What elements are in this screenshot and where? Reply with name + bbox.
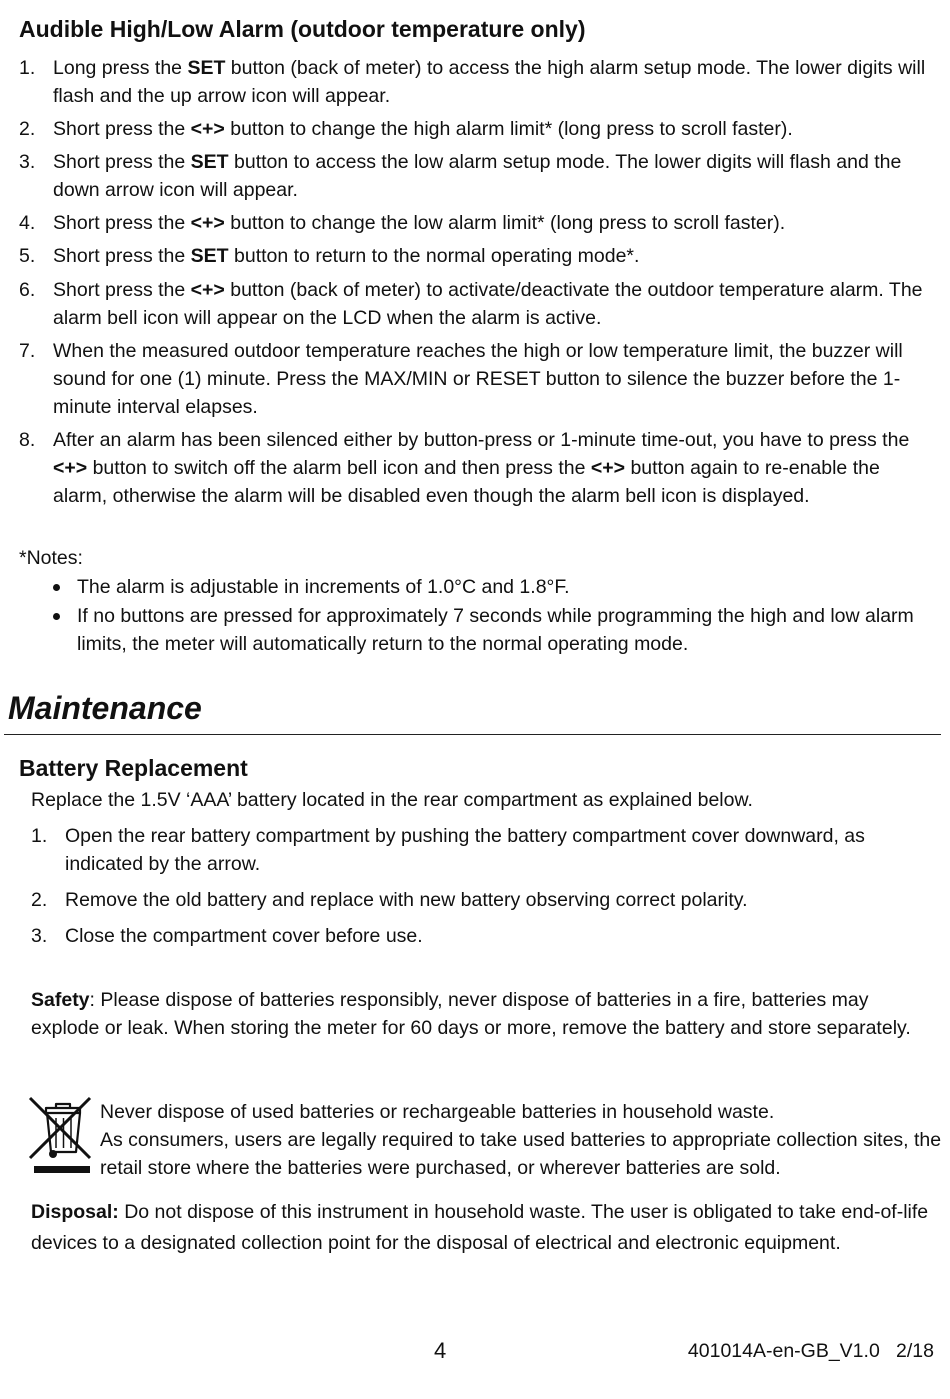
step-button-name: SET	[187, 57, 226, 79]
bullet-icon	[53, 613, 60, 620]
weee-line-2: As consumers, users are legally required to take used batteries to appropriate collection sites, the retail store where the batteries were purchased, or wherever batteries are sold.	[100, 1129, 942, 1179]
step-text	[53, 426, 934, 510]
step-text	[53, 115, 934, 143]
step-text-post: button (back of meter) to access the high alarm setup mode. The lower digits will flash and the up arrow icon will appear.	[53, 57, 926, 107]
step-number: 5.	[19, 245, 36, 267]
page-number: 4	[434, 1338, 447, 1363]
step-button-name: <+>	[190, 118, 225, 140]
bullet-icon	[53, 584, 60, 591]
step-text-pre: Short press the	[53, 118, 191, 140]
step-number: 7.	[19, 340, 36, 362]
alarm-section-heading: Audible High/Low Alarm (outdoor temperature only)	[19, 16, 586, 42]
step-text	[53, 148, 934, 204]
step-text-pre: Short press the	[53, 245, 191, 267]
step-text: Open the rear battery compartment by pushing the battery compartment cover downward, as indicated by the arrow.	[65, 825, 865, 875]
step-button-name: <+>	[590, 457, 626, 479]
safety-paragraph	[31, 986, 936, 1042]
step-text-pre: Short press the	[53, 212, 191, 234]
step-button-name: SET	[190, 151, 229, 173]
step-text	[53, 276, 934, 332]
notes-label: *Notes:	[19, 547, 83, 569]
safety-label: Safety	[31, 989, 90, 1011]
step-number: 3.	[31, 925, 48, 947]
step-text-pre: Long press the	[53, 57, 188, 79]
step-button-name: <+>	[190, 279, 225, 301]
step-text	[53, 242, 934, 270]
step-number: 4.	[19, 212, 36, 234]
safety-text: : Please dispose of batteries responsibly, never dispose of batteries in a fire, batteries may explode or leak. When storing the meter for 60 days or more, remove the battery and store separately.	[31, 989, 911, 1039]
document-id: 401014A-en-GB_V1.0 2/18	[687, 1340, 934, 1362]
disposal-paragraph	[31, 1197, 931, 1259]
disposal-label: Disposal:	[31, 1201, 119, 1223]
step-text-pre: Short press the	[53, 151, 191, 173]
weee-line-1: Never dispose of used batteries or rechargeable batteries in household waste.	[100, 1101, 775, 1123]
step-text-post: button to return to the normal operating mode*.	[228, 245, 640, 267]
step-text	[53, 54, 934, 110]
step-button-name: SET	[190, 245, 229, 267]
step-text-post: button to change the low alarm limit* (long press to scroll faster).	[224, 212, 786, 234]
step-text-pre: When the measured outdoor temperature reaches the high or low temperature limit, the buzzer will sound for one (1) minute. Press the MAX/MIN or RESET button to silence the buzzer before the 1-minute interval elapses.	[53, 340, 903, 418]
step-text-part: After an alarm has been silenced either by button-press or 1-minute time-out, you have to press the	[53, 429, 910, 451]
step-button-name: <+>	[190, 212, 225, 234]
section-divider	[4, 734, 941, 735]
step-number: 1.	[31, 825, 48, 847]
battery-replacement-heading: Battery Replacement	[19, 755, 248, 781]
step-number: 6.	[19, 279, 36, 301]
maintenance-heading: Maintenance	[8, 690, 202, 726]
battery-intro: Replace the 1.5V ‘AAA’ battery located in the rear compartment as explained below.	[31, 789, 753, 811]
step-text-part: button again to re-enable the alarm, otherwise the alarm will be disabled even though the alarm bell icon is displayed.	[53, 457, 880, 507]
step-text: Remove the old battery and replace with new battery observing correct polarity.	[65, 889, 748, 911]
crossed-out-wheelie-bin-icon	[26, 1096, 96, 1176]
disposal-text: Do not dispose of this instrument in household waste. The user is obligated to take end-of-life devices to a designated collection point for the disposal of electrical and electronic equipment.	[31, 1201, 929, 1254]
step-number: 2.	[19, 118, 36, 140]
step-number: 3.	[19, 151, 36, 173]
step-number: 8.	[19, 429, 36, 451]
step-text-post: button (back of meter) to activate/deactivate the outdoor temperature alarm. The alarm bell icon will appear on the LCD when the alarm is active.	[53, 279, 923, 329]
step-number: 1.	[19, 57, 36, 79]
step-text-post: button to change the high alarm limit* (long press to scroll faster).	[224, 118, 793, 140]
step-text	[53, 337, 934, 421]
step-text	[53, 209, 934, 237]
step-text-part: button to switch off the alarm bell icon and then press the	[87, 457, 591, 479]
note-text: The alarm is adjustable in increments of 1.0°C and 1.8°F.	[77, 576, 570, 598]
step-text-post: button to access the low alarm setup mode. The lower digits will flash and the down arrow icon will appear.	[53, 151, 902, 201]
note-text: If no buttons are pressed for approximately 7 seconds while programming the high and low alarm limits, the meter will automatically return to the normal operating mode.	[77, 605, 914, 655]
step-text-pre: Short press the	[53, 279, 191, 301]
step-button-name: <+>	[53, 457, 88, 479]
step-text: Close the compartment cover before use.	[65, 925, 423, 947]
step-number: 2.	[31, 889, 48, 911]
